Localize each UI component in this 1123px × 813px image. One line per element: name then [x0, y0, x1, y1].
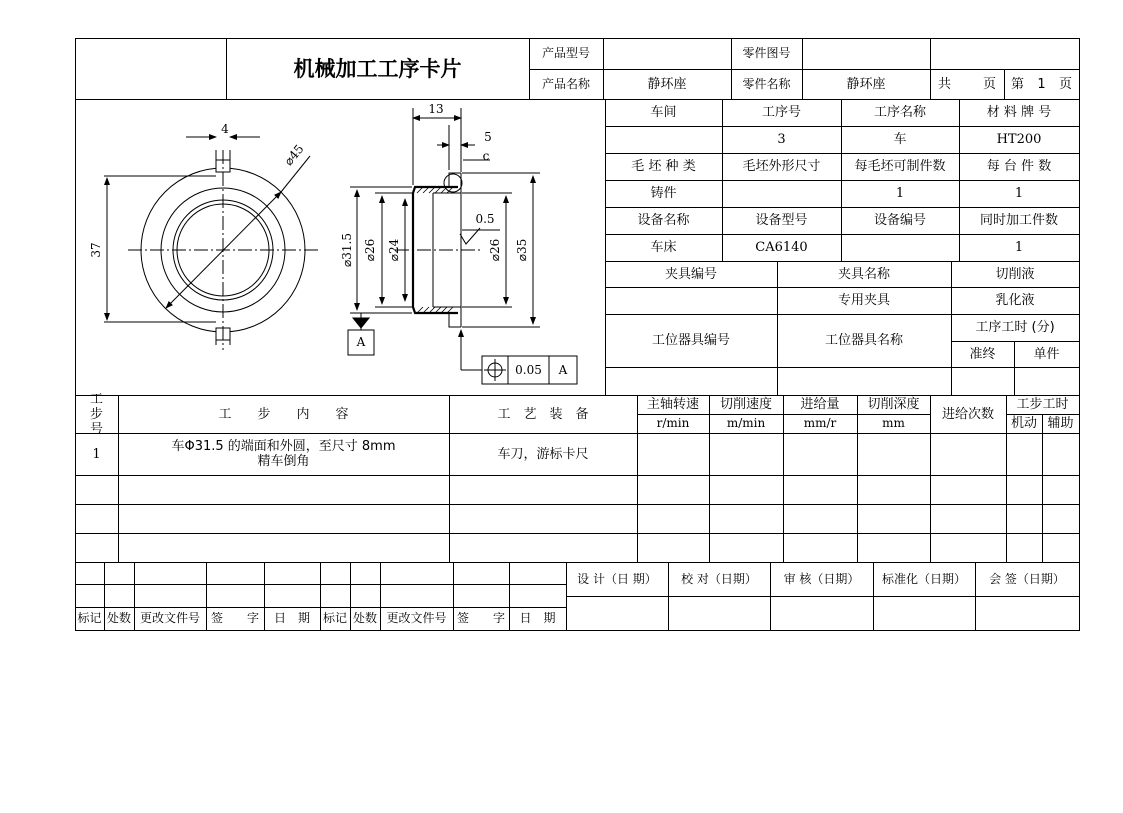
- page-number: 1: [1037, 76, 1046, 92]
- check-label: 校 对（日期）: [681, 571, 757, 586]
- step-no-header: 工步号: [89, 391, 103, 437]
- date-label-2: 日 期: [519, 611, 556, 625]
- op-time-label: 工序工时 (分): [975, 320, 1055, 335]
- pages-label: 页: [982, 76, 996, 92]
- total-pages: [930, 69, 1004, 99]
- equip-name-value[interactable]: 车床: [650, 240, 677, 255]
- machine-time-header: 机动: [1010, 416, 1037, 431]
- spindle-speed-unit: r/min: [656, 416, 690, 430]
- count-label: 处数: [106, 611, 131, 625]
- tolerance-value: 0.05: [515, 362, 542, 377]
- part-drawing-value[interactable]: [802, 38, 930, 69]
- mark-label: 标记: [77, 611, 102, 625]
- process-equip-header: 工 艺 装 备: [497, 406, 589, 422]
- product-model-label: 产品型号: [541, 46, 590, 60]
- simul-label: 同时加工件数: [979, 213, 1058, 228]
- product-name-label: 产品名称: [541, 76, 590, 91]
- part-drawing-label: 零件图号: [742, 46, 791, 60]
- mark-label-2: 标记: [322, 611, 347, 625]
- fixture-no-label: 夹具编号: [664, 266, 717, 282]
- total-label: 共: [938, 76, 952, 92]
- blank-size-value[interactable]: [722, 180, 841, 207]
- dim-phi35-label: ⌀35: [514, 238, 529, 262]
- step-row-1-no: 1: [92, 446, 101, 462]
- doc-no-label-2: 更改文件号: [386, 611, 447, 625]
- current-page: [1004, 69, 1079, 99]
- feed-header: 进给量: [800, 397, 840, 412]
- part-name-value[interactable]: 静环座: [846, 76, 886, 92]
- design-label: 设 计（日 期）: [577, 571, 657, 586]
- step-content-header: 工 步 内 容: [218, 406, 349, 422]
- step-time-header: 工步工时: [1016, 397, 1069, 412]
- cut-speed-unit: m/min: [726, 416, 766, 430]
- card-title: 机械加工工序卡片: [293, 56, 462, 81]
- material-value[interactable]: HT200: [996, 132, 1042, 147]
- parts-per-blank-label: 每毛坯可制件数: [854, 159, 946, 174]
- unit-time-label: 单件: [1033, 346, 1060, 362]
- per-machine-label: 每 台 件 数: [986, 159, 1052, 174]
- dim-4-label: 4: [221, 121, 229, 136]
- dim-phi315-label: ⌀31.5: [339, 233, 354, 267]
- dim-phi24-label: ⌀24: [386, 238, 401, 262]
- blank-type-value[interactable]: 铸件: [650, 186, 677, 201]
- standard-label: 标准化（日期）: [881, 571, 966, 586]
- date-label: 日 期: [273, 611, 310, 625]
- feed-unit: mm/r: [803, 416, 837, 430]
- cut-speed-header: 切削速度: [719, 397, 772, 412]
- op-name-value[interactable]: 车: [893, 132, 907, 147]
- step-row-1-content-line1: 车Φ31.5 的端面和外圆，至尺寸 8mm: [171, 439, 396, 454]
- op-no-value[interactable]: 3: [777, 132, 786, 147]
- fixture-name-value[interactable]: 专用夹具: [837, 293, 890, 308]
- dim-05-label: 0.5: [475, 211, 495, 226]
- dim-37-label: 37: [88, 242, 103, 258]
- station-tool-no-label: 工位器具编号: [651, 333, 730, 348]
- step-row-1-content[interactable]: [118, 433, 449, 475]
- blank-size-label: 毛坯外形尺寸: [742, 159, 821, 174]
- passes-header: 进给次数: [941, 406, 994, 422]
- equip-name-label: 设备名称: [637, 213, 690, 228]
- equip-model-value[interactable]: CA6140: [755, 240, 808, 255]
- fixture-no-value[interactable]: [605, 287, 777, 314]
- doc-no-label: 更改文件号: [139, 611, 200, 625]
- tolerance-datum: A: [558, 362, 568, 377]
- aux-time-header: 辅助: [1047, 416, 1074, 431]
- page-label: 第: [1011, 76, 1025, 92]
- count-label-2: 处数: [352, 611, 377, 625]
- op-no-label: 工序号: [761, 105, 801, 120]
- spindle-speed-header: 主轴转速: [646, 397, 699, 412]
- prep-time-label: 准终: [969, 346, 996, 362]
- depth-unit: mm: [882, 416, 905, 430]
- section-view: [348, 108, 577, 384]
- product-name-value[interactable]: 静环座: [647, 76, 687, 92]
- dim-13-label: 13: [428, 101, 444, 116]
- countersign-label: 会 签（日期）: [989, 571, 1065, 586]
- per-machine-value[interactable]: 1: [1014, 186, 1024, 201]
- blank-type-label: 毛 坯 种 类: [631, 159, 696, 174]
- step-row-1-content-line2: 精车倒角: [257, 454, 310, 469]
- dim-c-label: c: [482, 148, 490, 163]
- workshop-label: 车间: [650, 105, 677, 120]
- step-row-1-equip[interactable]: 车刀，游标卡尺: [497, 446, 589, 462]
- depth-header: 切削深度: [867, 397, 920, 412]
- parts-per-blank-value[interactable]: 1: [895, 186, 905, 201]
- material-label: 材 料 牌 号: [986, 105, 1052, 120]
- station-tool-name-label: 工位器具名称: [824, 333, 903, 348]
- coolant-label: 切削液: [995, 266, 1035, 282]
- equip-no-label: 设备编号: [873, 213, 926, 228]
- dim-5-label: 5: [484, 129, 492, 144]
- equip-model-label: 设备型号: [755, 213, 808, 228]
- product-model-value[interactable]: [603, 38, 731, 69]
- datum-a-label: A: [356, 335, 366, 349]
- equip-no-value[interactable]: [841, 234, 959, 261]
- dim-phi26b-label: ⌀26: [487, 238, 502, 262]
- page-suffix: 页: [1058, 76, 1072, 92]
- coolant-value[interactable]: 乳化液: [995, 293, 1035, 308]
- dim-phi26a-label: ⌀26: [362, 238, 377, 262]
- op-name-label: 工序名称: [873, 105, 926, 120]
- workshop-value[interactable]: [605, 126, 722, 153]
- simul-value[interactable]: 1: [1014, 240, 1024, 255]
- fixture-name-label: 夹具名称: [837, 266, 890, 282]
- signature-label: 签 字: [210, 611, 259, 625]
- part-name-label: 零件名称: [742, 76, 791, 91]
- signature-label-2: 签 字: [456, 611, 505, 625]
- dim-phi45-label: ⌀45: [281, 141, 307, 168]
- review-label: 审 核（日期）: [783, 571, 860, 586]
